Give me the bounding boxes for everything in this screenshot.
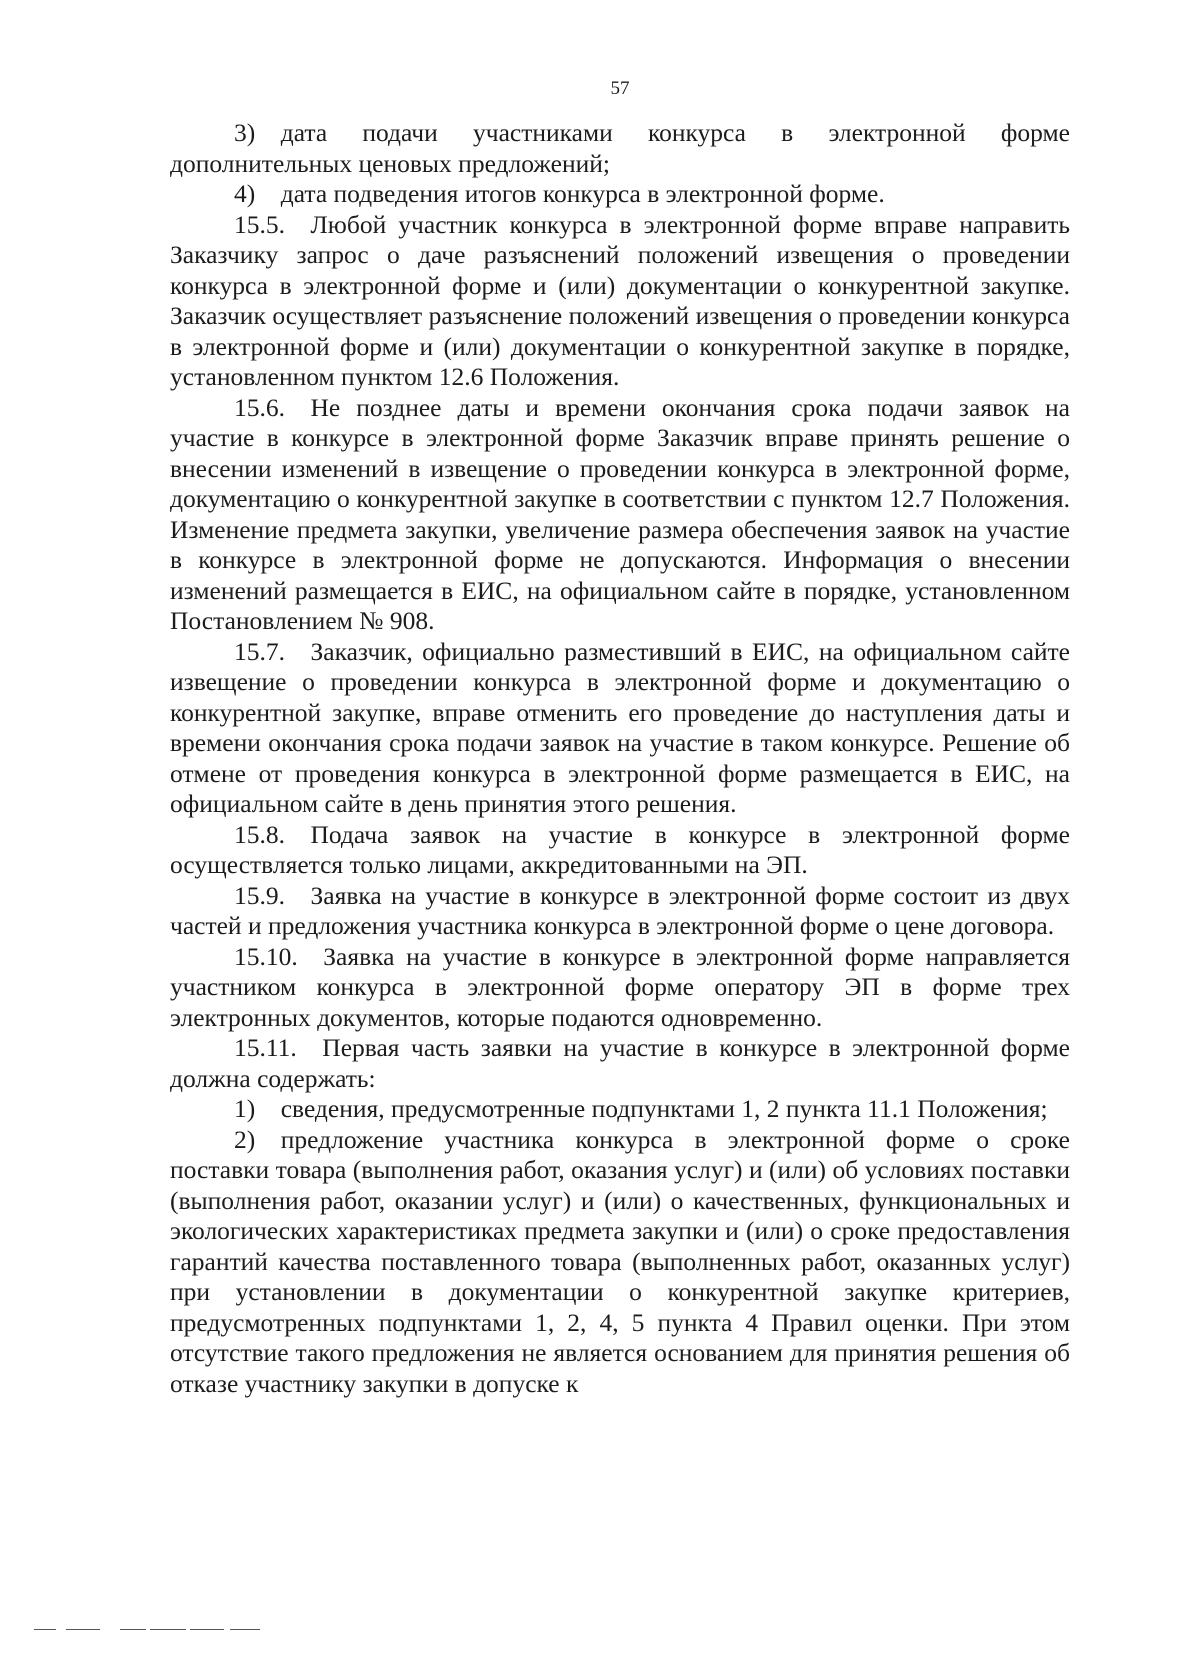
paragraph-item-3: 3) дата подачи участниками конкурса в электронной форме дополнительных ценовых предложений; bbox=[170, 118, 1070, 178]
paragraph-item-4: 4) дата подведения итогов конкурса в электронной форме. bbox=[234, 179, 885, 208]
paragraph-15-5: 15.5. Любой участник конкурса в электронной форме вправе направить Заказчику запрос о даче разъяснений положений извещения о проведении конкурса в электронной форме и (или) документации о конкурентной закупке. Заказчик осуществляет разъяснение положений извещения о проведении конкурса в электронной форме и (или) документации о конкурентной закупке в порядке, установленном пунктом 12.6 Положения. bbox=[170, 209, 1070, 391]
document-body bbox=[170, 118, 1070, 1399]
paragraph-15-9: 15.9. Заявка на участие в конкурсе в электронной форме состоит из двух частей и предложения участника конкурса в электронной форме о цене договора. bbox=[170, 880, 1070, 940]
footer-rule-segment bbox=[120, 1629, 146, 1630]
paragraph-15-10: 15.10. Заявка на участие в конкурсе в электронной форме направляется участником конкурса в электронной форме оператору ЭП в форме трех электронных документов, которые подаются одновременно. bbox=[170, 941, 1070, 1032]
page-number: 57 bbox=[610, 78, 630, 99]
paragraph-15-6: 15.6. Не позднее даты и времени окончания срока подачи заявок на участие в конкурсе в электронной форме Заказчик вправе принять решение о внесении изменений в извещение о проведении конкурса в электронной форме, документацию о конкурентной закупке в соответствии с пунктом 12.7 Положения. Изменение предмета закупки, увеличение размера обеспечения заявок на участие в конкурсе в электронной форме не допускаются. Информация о внесении изменений размещается в ЕИС, на официальном сайте в порядке, установленном Постановлением № 908. bbox=[170, 392, 1070, 635]
paragraph-15-8: 15.8. Подача заявок на участие в конкурсе в электронной форме осуществляется только лицами, аккредитованными на ЭП. bbox=[170, 819, 1070, 879]
paragraph-15-11: 15.11. Первая часть заявки на участие в конкурсе в электронной форме должна содержать: bbox=[170, 1033, 1070, 1093]
footer-rule-segment bbox=[230, 1629, 260, 1630]
footer-rule-segment bbox=[150, 1629, 186, 1630]
paragraph-subitem-1: 1) сведения, предусмотренные подпунктами 1, 2 пункта 11.1 Положения; bbox=[234, 1094, 1048, 1123]
paragraph-15-7: 15.7. Заказчик, официально разместивший в ЕИС, на официальном сайте извещение о проведении конкурса в электронной форме и документацию о конкурентной закупке, вправе отменить его проведение до наступления даты и времени окончания срока подачи заявок на участие в таком конкурсе. Решение об отмене от проведения конкурса в электронной форме размещается в ЕИС, на официальном сайте в день принятия этого решения. bbox=[170, 636, 1070, 818]
footer-rule-segment bbox=[66, 1629, 100, 1630]
footer-rule-segment bbox=[190, 1629, 224, 1630]
footer-rule-segment bbox=[34, 1629, 56, 1630]
paragraph-subitem-2: 2) предложение участника конкурса в электронной форме о сроке поставки товара (выполнения работ, оказания услуг) и (или) об условиях поставки (выполнения работ, оказании услуг) и (или) о качественных, функциональных и экологических характеристиках предмета закупки и (или) о сроке предоставления гарантий качества поставленного товара (выполненных работ, оказанных услуг) при установлении в документации о конкурентной закупке критериев, предусмотренных подпунктами 1, 2, 4, 5 пункта 4 Правил оценки. При этом отсутствие такого предложения не является основанием для принятия решения об отказе участнику закупки в допуске к bbox=[170, 1124, 1070, 1398]
